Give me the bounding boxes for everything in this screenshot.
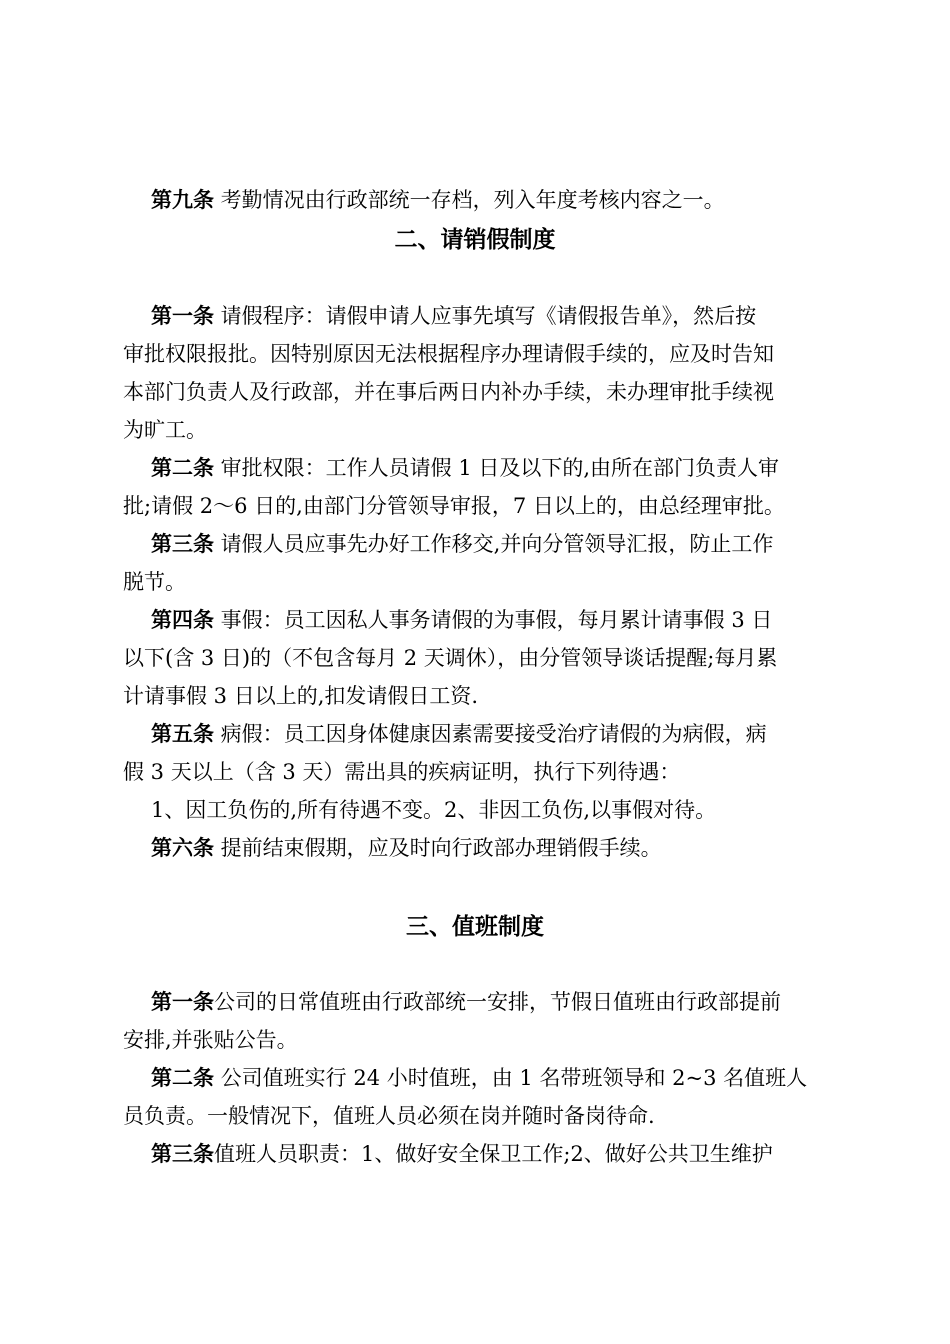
duty-article-3-line-1 (151, 1139, 773, 1169)
article-text: 病假：员工因身体健康因素需要接受治疗请假的为病假，病 (214, 722, 767, 746)
leave-article-1-line-3: 本部门负责人及行政部，并在事后两日内补办手续，未办理审批手续视 (123, 380, 774, 404)
duty-article-1-line-2: 安排,并张贴公告。 (123, 1028, 298, 1052)
leave-article-1-line-1 (151, 301, 756, 331)
article-label: 第五条 (151, 722, 214, 746)
leave-article-2-line-2: 批;请假 2～6 日的,由部门分管领导审报，7 日以上的，由总经理审批。 (123, 494, 785, 518)
article-text: 值班人员职责：1、做好安全保卫工作;2、做好公共卫生维护 (214, 1142, 773, 1166)
article-9-line (151, 185, 725, 215)
article-text: 提前结束假期，应及时向行政部办理销假手续。 (214, 836, 662, 860)
article-text: 考勤情况由行政部统一存档，列入年度考核内容之一。 (214, 188, 725, 212)
article-label: 第一条 (151, 304, 214, 328)
leave-article-3-line-2: 脱节。 (123, 570, 186, 594)
article-text: 公司值班实行 24 小时值班，由 1 名带班领导和 2~3 名值班人 (214, 1066, 808, 1090)
section-heading-duty: 三、值班制度 (406, 914, 544, 940)
leave-article-4-line-2: 以下(含 3 日)的（不包含每月 2 天调休），由分管领导谈话提醒;每月累 (123, 646, 778, 670)
leave-article-2-line-1 (151, 453, 779, 483)
article-text: 请假人员应事先办好工作移交,并向分管领导汇报，防止工作 (214, 532, 774, 556)
article-label: 第二条 (151, 456, 214, 480)
article-label: 第一条 (151, 990, 214, 1014)
section-heading-leave: 二、请销假制度 (394, 227, 556, 253)
leave-article-4-line-3: 计请事假 3 日以上的,扣发请假日工资. (123, 684, 479, 708)
leave-article-4-line-1 (151, 605, 772, 635)
article-label: 第六条 (151, 836, 214, 860)
article-label: 第二条 (151, 1066, 214, 1090)
leave-article-5-line-3: 1、因工负伤的,所有待遇不变。2、非因工负伤,以事假对待。 (151, 798, 717, 822)
leave-article-5-line-2: 假 3 天以上（含 3 天）需出具的疾病证明，执行下列待遇： (123, 760, 681, 784)
article-label: 第三条 (151, 532, 214, 556)
leave-article-3-line-1 (151, 529, 773, 559)
article-text: 公司的日常值班由行政部统一安排，节假日值班由行政部提前 (214, 990, 781, 1014)
article-label: 第四条 (151, 608, 214, 632)
duty-article-1-line-1 (151, 987, 781, 1017)
article-text: 请假程序：请假申请人应事先填写《请假报告单》，然后按 (214, 304, 757, 328)
leave-article-5-line-1 (151, 719, 767, 749)
leave-article-6-line (151, 833, 662, 863)
duty-article-2-line-2: 员负责。一般情况下，值班人员必须在岗并随时备岗待命. (123, 1104, 655, 1128)
article-text: 审批权限：工作人员请假 1 日及以下的,由所在部门负责人审 (214, 456, 780, 480)
duty-article-2-line-1 (151, 1063, 807, 1093)
leave-article-1-line-2: 审批权限报批。因特别原因无法根据程序办理请假手续的，应及时告知 (123, 342, 774, 366)
article-label: 第九条 (151, 188, 214, 212)
article-text: 事假：员工因私人事务请假的为事假，每月累计请事假 3 日 (214, 608, 773, 632)
article-label: 第三条 (151, 1142, 214, 1166)
leave-article-1-line-4: 为旷工。 (123, 418, 207, 442)
